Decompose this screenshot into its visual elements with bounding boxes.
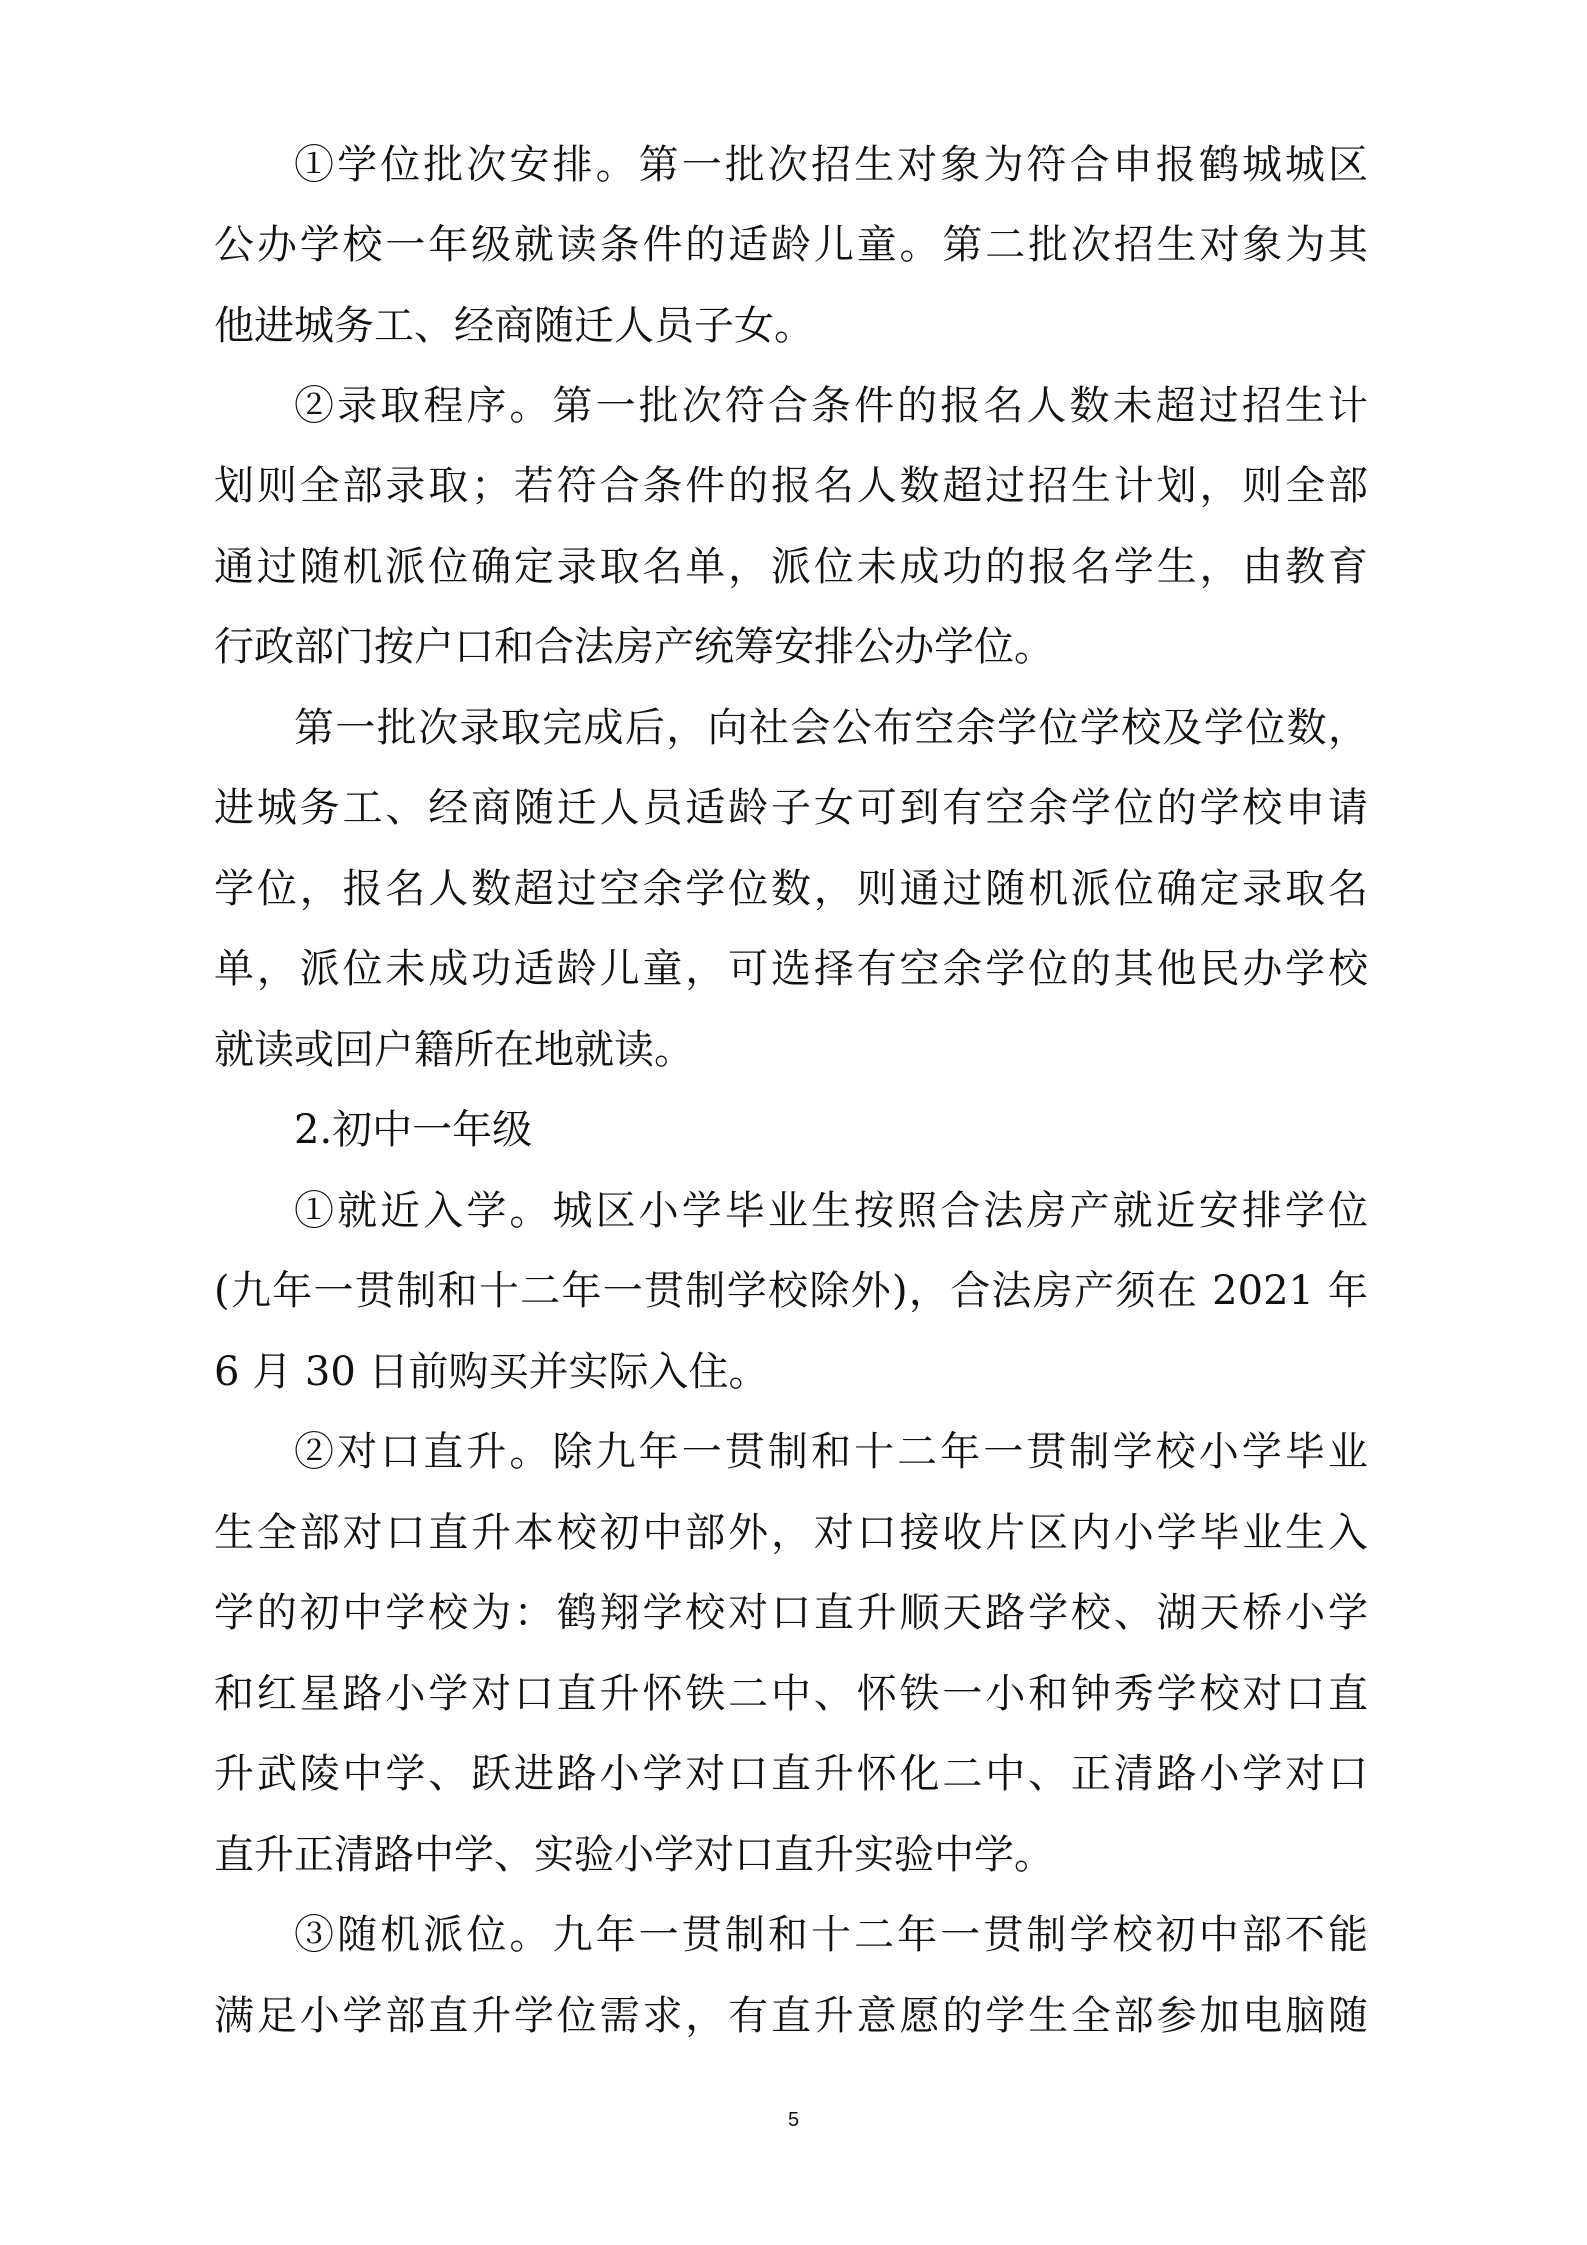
text-line [0,1412,1587,1492]
text-line-content: ③随机派位。九年一贯制和十二年一贯制学校初中部不能 [294,1912,1368,1958]
text-line [0,1332,1587,1412]
text-line [0,1734,1587,1814]
text-line [0,1976,1587,2056]
text-line-content: 行政部门按户口和合法房产统筹安排公办学位。 [214,624,1054,670]
text-line [0,1573,1587,1653]
text-line-content: 生全部对口直升本校初中部外，对口接收片区内小学毕业生入 [214,1510,1368,1556]
text-line-content: 学位，报名人数超过空余学位数，则通过随机派位确定录取名 [214,866,1368,912]
text-line-content: 单，派位未成功适龄儿童，可选择有空余学位的其他民办学校 [214,946,1368,992]
text-line-content: 直升正清路中学、实验小学对口直升实验中学。 [214,1832,1054,1878]
text-line-content: ①学位批次安排。第一批次招生对象为符合申报鹤城城区 [294,142,1368,188]
text-line-content: 学的初中学校为：鹤翔学校对口直升顺天路学校、湖天桥小学 [214,1590,1368,1636]
text-line [0,768,1587,848]
text-line [0,205,1587,285]
text-line-content: 满足小学部直升学位需求，有直升意愿的学生全部参加电脑随 [214,1993,1368,2039]
text-line-content: ②录取程序。第一批次符合条件的报名人数未超过招生计 [294,383,1368,429]
text-line [0,1895,1587,1975]
text-line-content: 他进城务工、经商随迁人员子女。 [214,303,814,349]
text-line [0,1493,1587,1573]
text-line-content: 通过随机派位确定录取名单，派位未成功的报名学生，由教育 [214,544,1368,590]
text-line-content: 就读或回户籍所在地就读。 [214,1027,694,1073]
text-line-content: (九年一贯制和十二年一贯制学校除外)，合法房产须在 2021 年 [214,1268,1368,1314]
text-line-content: 划则全部录取；若符合条件的报名人数超过招生计划，则全部 [214,463,1368,509]
text-line [0,125,1587,205]
text-line-content: 升武陵中学、跃进路小学对口直升怀化二中、正清路小学对口 [214,1751,1368,1797]
text-line [0,607,1587,687]
text-line [0,1171,1587,1251]
text-line-content: 2.初中一年级 [294,1107,533,1153]
text-line [0,688,1587,768]
text-line [0,446,1587,526]
text-line [0,527,1587,607]
text-line-content: 进城务工、经商随迁人员适龄子女可到有空余学位的学校申请 [214,785,1368,831]
text-line-content: 第一批次录取完成后，向社会公布空余学位学校及学位数， [294,705,1368,751]
text-line [0,1815,1587,1895]
text-line [0,849,1587,929]
text-line-content: 公办学校一年级就读条件的适龄儿童。第二批次招生对象为其 [214,222,1368,268]
page-number: 5 [787,2109,800,2131]
text-line-content: 6 月 30 日前购买并实际入住。 [214,1349,769,1395]
text-line [0,1251,1587,1331]
text-line-content: ①就近入学。城区小学毕业生按照合法房产就近安排学位 [294,1188,1368,1234]
text-line [0,929,1587,1009]
text-line-content: 和红星路小学对口直升怀铁二中、怀铁一小和钟秀学校对口直 [214,1671,1368,1717]
text-line [0,1090,1587,1170]
text-line [0,286,1587,366]
text-line [0,1010,1587,1090]
text-line [0,366,1587,446]
text-line-content: ②对口直升。除九年一贯制和十二年一贯制学校小学毕业 [294,1429,1368,1475]
text-line [0,1654,1587,1734]
